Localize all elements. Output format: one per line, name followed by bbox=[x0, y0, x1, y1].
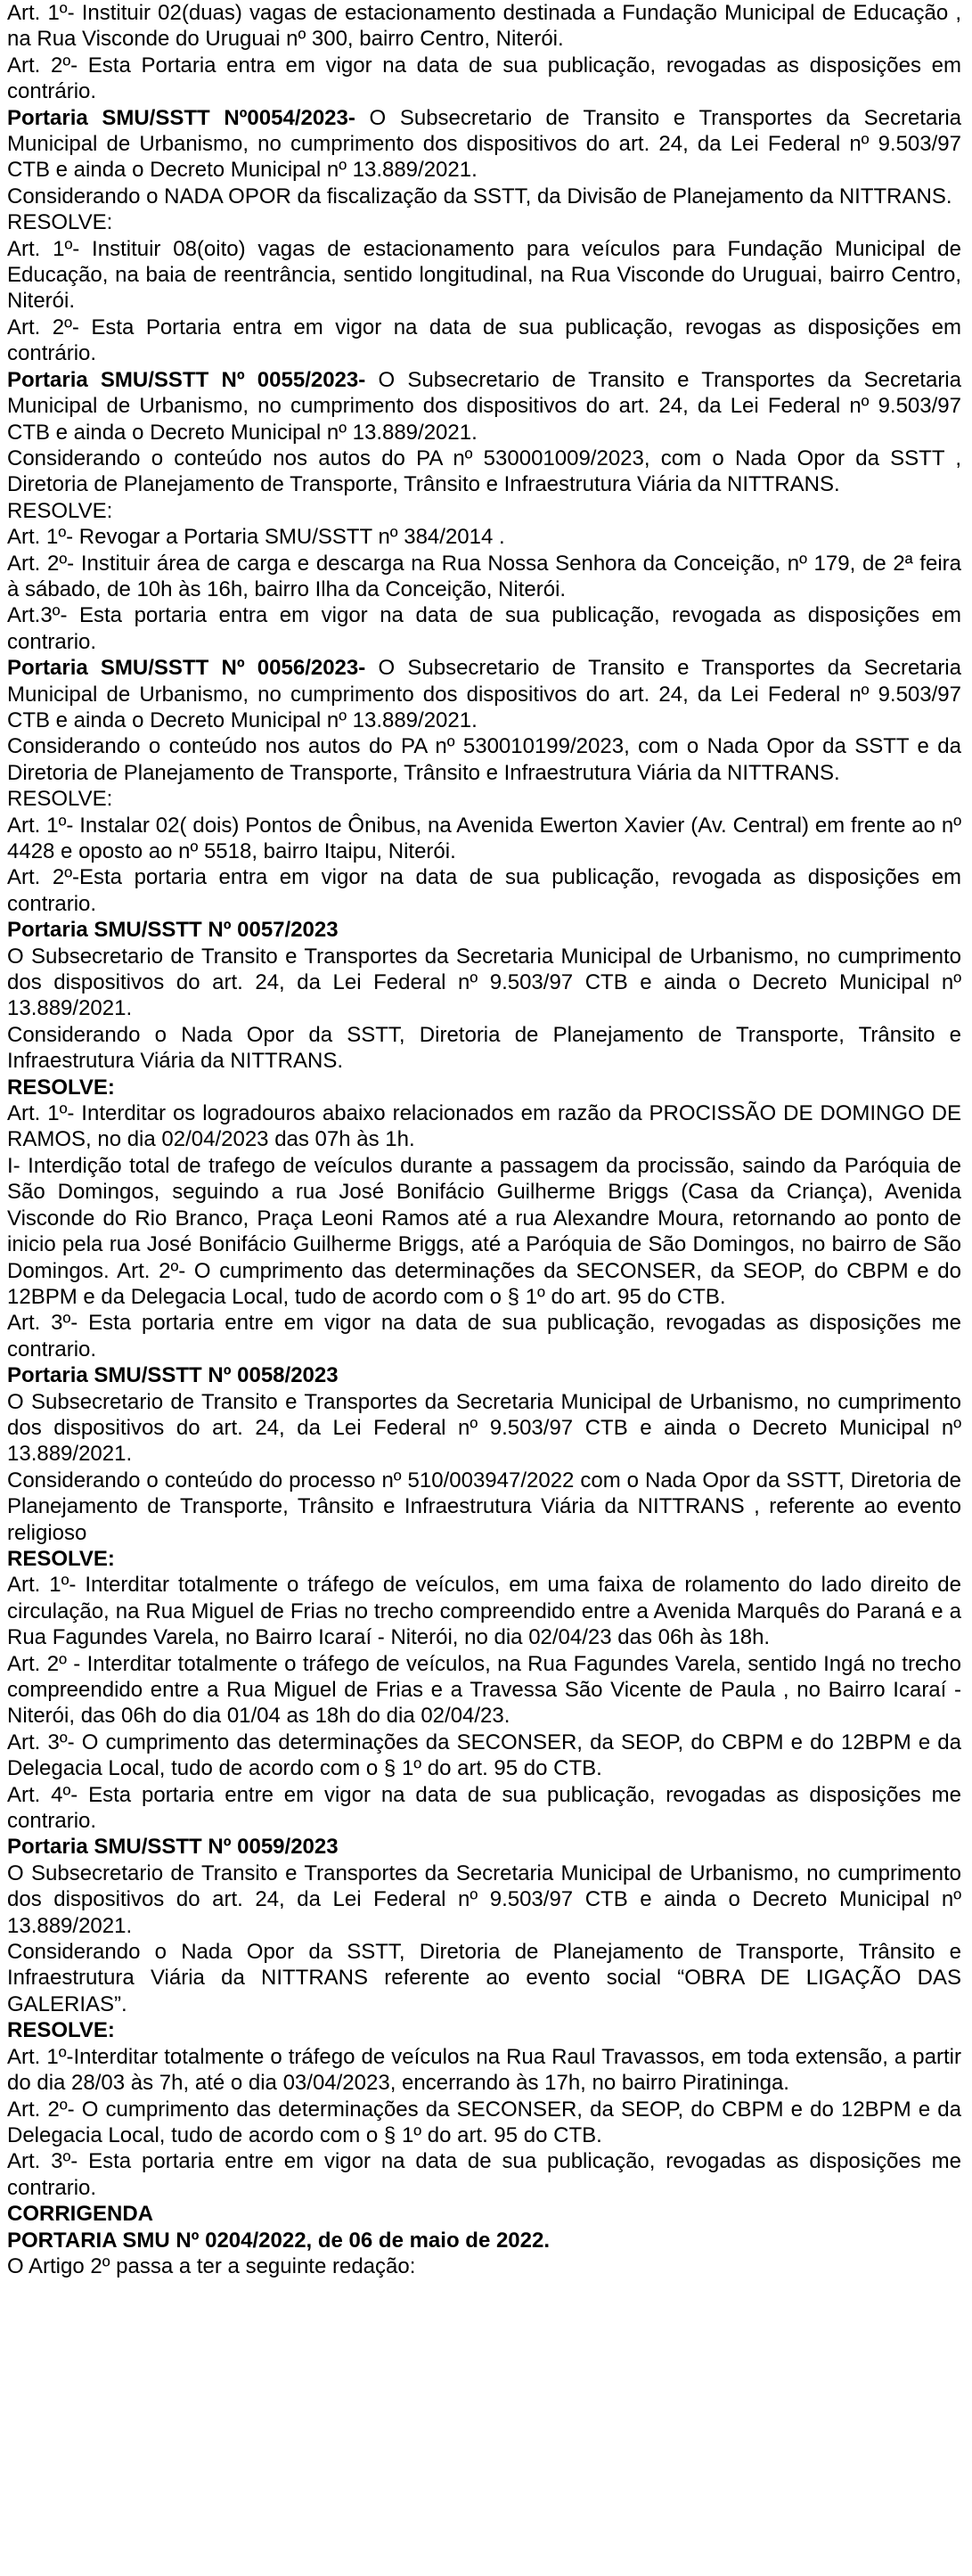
paragraph-text: Considerando o Nada Opor da SSTT, Diretoria de Planejamento de Transporte, Trânsito e Infraestrutura Viária da NITTRANS. bbox=[7, 1022, 961, 1074]
document-paragraph bbox=[7, 2253, 961, 2279]
document-paragraph bbox=[7, 367, 961, 446]
paragraph-text: O Subsecretario de Transito e Transportes da Secretaria Municipal de Urbanismo, no cumprimento dos dispositivos do art. 24, da Lei Federal nº 9.503/97 CTB e ainda o Decreto Municipal nº 13.889/2021. bbox=[7, 656, 961, 732]
paragraph-text: Art. 3º- Esta portaria entre em vigor na data de sua publicação, revogadas as disposições me contrario. bbox=[7, 2149, 961, 2200]
paragraph-heading: Portaria SMU/SSTT Nº 0058/2023 bbox=[7, 1363, 339, 1388]
document-paragraph bbox=[7, 209, 961, 235]
document-paragraph bbox=[7, 1153, 961, 1310]
document-paragraph bbox=[7, 184, 961, 209]
document-paragraph bbox=[7, 1782, 961, 1835]
document-paragraph bbox=[7, 2017, 961, 2043]
paragraph-text: Art. 1º- Instituir 02(duas) vagas de estacionamento destinada a Fundação Municipal de Educação , na Rua Visconde do Uruguai nº 300, bairro Centro, Niterói. bbox=[7, 1, 961, 52]
paragraph-text: Art. 3º- Esta portaria entre em vigor na data de sua publicação, revogadas as disposições me contrario. bbox=[7, 1311, 961, 1362]
document-paragraph bbox=[7, 1100, 961, 1153]
document-paragraph bbox=[7, 315, 961, 367]
document-paragraph bbox=[7, 2148, 961, 2201]
document-paragraph bbox=[7, 524, 961, 550]
document-paragraph bbox=[7, 1362, 961, 1388]
paragraph-heading: CORRIGENDA bbox=[7, 2202, 154, 2227]
paragraph-heading: RESOLVE: bbox=[7, 2018, 115, 2043]
document-paragraph bbox=[7, 2097, 961, 2149]
paragraph-text: Art. 2º-Esta portaria entra em vigor na data de sua publicação, revogada as disposições em contrario. bbox=[7, 865, 961, 916]
document-paragraph bbox=[7, 236, 961, 315]
paragraph-text: Art. 2º- Esta Portaria entra em vigor na data de sua publicação, revogadas as disposições em contrário. bbox=[7, 53, 961, 104]
document-paragraph bbox=[7, 655, 961, 733]
paragraph-text: Considerando o Nada Opor da SSTT, Diretoria de Planejamento de Transporte, Trânsito e Infraestrutura Viária da NITTRANS referente ao evento social “OBRA DE LIGAÇÃO DAS GALERIAS”. bbox=[7, 1940, 961, 2016]
document-paragraph bbox=[7, 446, 961, 498]
document-paragraph bbox=[7, 733, 961, 786]
paragraph-text: Art. 2º- Esta Portaria entra em vigor na data de sua publicação, revogas as disposições em contrário. bbox=[7, 315, 961, 366]
paragraph-heading: Portaria SMU/SSTT Nº 0059/2023 bbox=[7, 1835, 339, 1860]
paragraph-text: Art.3º- Esta portaria entra em vigor na data de sua publicação, revogada as disposições em contrario. bbox=[7, 603, 961, 654]
document-paragraph bbox=[7, 498, 961, 524]
paragraph-text: O Subsecretario de Transito e Transportes da Secretaria Municipal de Urbanismo, no cumprimento dos dispositivos do art. 24, da Lei Federal nº 9.503/97 CTB e ainda o Decreto Municipal nº 13.889/2021. bbox=[7, 1389, 961, 1467]
document-paragraph bbox=[7, 1572, 961, 1650]
paragraph-text: O Subsecretario de Transito e Transportes da Secretaria Municipal de Urbanismo, no cumprimento dos dispositivos do art. 24, da Lei Federal nº 9.503/97 CTB e ainda o Decreto Municipal nº 13.889/2021. bbox=[7, 1860, 961, 1938]
document-paragraph bbox=[7, 602, 961, 655]
paragraph-heading: Portaria SMU/SSTT Nº 0057/2023 bbox=[7, 918, 339, 943]
paragraph-text: Art. 3º- O cumprimento das determinações da SECONSER, da SEOP, do CBPM e do 12BPM e da Delegacia Local, tudo de acordo com o § 1º do art. 95 do CTB. bbox=[7, 1730, 961, 1781]
document-paragraph bbox=[7, 1834, 961, 1860]
paragraph-text: Art. 1º- Interditar totalmente o tráfego de veículos, em uma faixa de rolamento do lado direito de circulação, na Rua Miguel de Frias no trecho compreendido entre a Avenida Marquês do Paraná e a Rua Fagundes Varela, no Bairro Icaraí - Niterói, no dia 02/04/23 das 06h às 18h. bbox=[7, 1573, 961, 1650]
paragraph-text: RESOLVE: bbox=[7, 498, 113, 523]
paragraph-text: Art. 2º- Instituir área de carga e descarga na Rua Nossa Senhora da Conceição, nº 179, de 2ª feira à sábado, de 10h às 16h, bairro Ilha da Conceição, Niterói. bbox=[7, 551, 961, 601]
document-paragraph bbox=[7, 1730, 961, 1782]
document-paragraph bbox=[7, 1022, 961, 1075]
paragraph-text: Considerando o conteúdo nos autos do PA nº 530001009/2023, com o Nada Opor da SSTT , Diretoria de Planejamento de Transporte, Trânsito e Infraestrutura Viária da NITTRANS. bbox=[7, 446, 961, 497]
paragraph-heading: Portaria SMU/SSTT Nº 0055/2023- bbox=[7, 367, 366, 392]
paragraph-text: O Artigo 2º passa a ter a seguinte redação: bbox=[7, 2253, 416, 2278]
paragraph-text: Considerando o NADA OPOR da fiscalização da SSTT, da Divisão de Planejamento da NITTRANS. bbox=[7, 184, 952, 209]
document-paragraph bbox=[7, 1860, 961, 1939]
document-paragraph bbox=[7, 786, 961, 812]
document-paragraph bbox=[7, 53, 961, 105]
paragraph-text: I- Interdição total de trafego de veículos durante a passagem da procissão, saindo da Paróquia de São Domingos, seguindo a rua José Bonifácio Guilherme Briggs (Casa da Criança), Avenida Visconde do Rio Branco, Praça Leoni Ramos até a rua Alexandre Moura, retornando ao ponto de inicio pela rua José Bonifácio Guilherme Briggs, até a Paróquia de São Domingos, no bairro de São Domingos. Art. 2º- O cumprimento das determinações da SECONSER, da SEOP, do CBPM e do 12BPM e da Delegacia Local, tudo de acordo com o § 1º do art. 95 do CTB. bbox=[7, 1153, 961, 1309]
document-paragraph bbox=[7, 0, 961, 53]
document-paragraph bbox=[7, 864, 961, 917]
paragraph-text: Art. 1º- Revogar a Portaria SMU/SSTT nº 384/2014 . bbox=[7, 525, 505, 550]
document-paragraph bbox=[7, 1546, 961, 1572]
document-paragraph bbox=[7, 105, 961, 184]
paragraph-heading: RESOLVE: bbox=[7, 1546, 115, 1571]
paragraph-text: O Subsecretario de Transito e Transportes da Secretaria Municipal de Urbanismo, no cumprimento dos dispositivos do art. 24, da Lei Federal nº 9.503/97 CTB e ainda o Decreto Municipal nº 13.889/2021. bbox=[7, 944, 961, 1021]
paragraph-heading: Portaria SMU/SSTT Nº0054/2023- bbox=[7, 105, 355, 130]
paragraph-text: Art. 1º- Instalar 02( dois) Pontos de Ônibus, na Avenida Ewerton Xavier (Av. Central) em frente ao nº 4428 e oposto ao nº 5518, bairro Itaipu, Niterói. bbox=[7, 813, 961, 863]
paragraph-heading: RESOLVE: bbox=[7, 1075, 115, 1100]
paragraph-heading: PORTARIA SMU Nº 0204/2022, de 06 de maio de 2022. bbox=[7, 2228, 551, 2253]
document-paragraph bbox=[7, 1939, 961, 2017]
paragraph-text: O Subsecretario de Transito e Transportes da Secretaria Municipal de Urbanismo, no cumprimento dos dispositivos do art. 24, da Lei Federal nº 9.503/97 CTB e ainda o Decreto Municipal nº 13.889/2021. bbox=[7, 105, 961, 183]
paragraph-text: Considerando o conteúdo nos autos do PA nº 530010199/2023, com o Nada Opor da SSTT e da Diretoria de Planejamento de Transporte, Trânsito e Infraestrutura Viária da NITTRANS. bbox=[7, 734, 961, 785]
document-paragraph bbox=[7, 2228, 961, 2253]
document-paragraph bbox=[7, 813, 961, 865]
document-paragraph bbox=[7, 551, 961, 603]
paragraph-heading: Portaria SMU/SSTT Nº 0056/2023- bbox=[7, 656, 366, 681]
paragraph-text: Art. 1º- Interditar os logradouros abaixo relacionados em razão da PROCISSÃO DE DOMINGO DE RAMOS, no dia 02/04/2023 das 07h às 1h. bbox=[7, 1101, 961, 1152]
paragraph-text: O Subsecretario de Transito e Transportes da Secretaria Municipal de Urbanismo, no cumprimento dos dispositivos do art. 24, da Lei Federal nº 9.503/97 CTB e ainda o Decreto Municipal nº 13.889/2021. bbox=[7, 367, 961, 445]
document-paragraph bbox=[7, 1651, 961, 1730]
paragraph-text: Art. 1º-Interditar totalmente o tráfego de veículos na Rua Raul Travassos, em toda extensão, a partir do dia 28/03 às 7h, até o dia 03/04/2023, encerrando às 17h, no bairro Piratininga. bbox=[7, 2044, 961, 2096]
paragraph-text: Art. 1º- Instituir 08(oito) vagas de estacionamento para veículos para Fundação Municipal de Educação, na baia de reentrância, sentido longitudinal, na Rua Visconde do Uruguai, bairro Centro, Niterói. bbox=[7, 236, 961, 314]
paragraph-text: RESOLVE: bbox=[7, 787, 113, 812]
document-paragraph bbox=[7, 1389, 961, 1468]
document-paragraph bbox=[7, 1310, 961, 1362]
document-paragraph bbox=[7, 1075, 961, 1100]
document-paragraph bbox=[7, 917, 961, 943]
paragraph-text: Art. 4º- Esta portaria entre em vigor na data de sua publicação, revogadas as disposições me contrario. bbox=[7, 1782, 961, 1834]
paragraph-text: Art. 2º - Interditar totalmente o tráfego de veículos, na Rua Fagundes Varela, sentido Ingá no trecho compreendido entre a Rua Miguel de Frias e a Travessa São Vicente de Paula , no Bairro Icaraí - Niterói, das 06h do dia 01/04 as 18h do dia 02/04/23. bbox=[7, 1651, 961, 1729]
document-paragraph bbox=[7, 2201, 961, 2227]
document-paragraph bbox=[7, 2044, 961, 2097]
paragraph-text: Considerando o conteúdo do processo nº 510/003947/2022 com o Nada Opor da SSTT, Diretoria de Planejamento de Transporte, Trânsito e Infraestrutura Viária da NITTRANS , referente ao evento religioso bbox=[7, 1468, 961, 1545]
document-paragraph bbox=[7, 944, 961, 1022]
document-paragraph bbox=[7, 1468, 961, 1546]
paragraph-text: RESOLVE: bbox=[7, 210, 113, 235]
paragraph-text: Art. 2º- O cumprimento das determinações da SECONSER, da SEOP, do CBPM e do 12BPM e da Delegacia Local, tudo de acordo com o § 1º do art. 95 do CTB. bbox=[7, 2097, 961, 2147]
